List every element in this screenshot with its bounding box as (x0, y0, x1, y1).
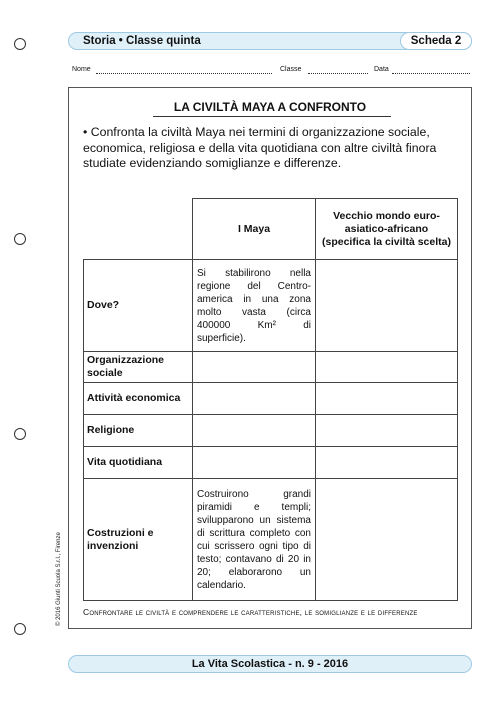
row-label-constructions: Costruzioni e invenzioni (84, 479, 193, 601)
other-cell-where[interactable] (316, 260, 458, 352)
learning-objective: Confrontare le civiltà e comprendere le caratteristiche, le somiglianze e le differenze (83, 607, 418, 617)
comparison-table (83, 198, 458, 601)
other-cell-social[interactable] (316, 352, 458, 383)
binder-hole-4 (14, 623, 26, 635)
row-label-economy: Attività economica (84, 383, 193, 415)
table-row (84, 352, 458, 383)
sheet-label: Scheda 2 (400, 32, 472, 50)
copyright-note: © 2016 Giunti Scuola S.r.l., Firenze (56, 532, 62, 626)
row-label-where: Dove? (84, 260, 193, 352)
column-header-old-world: Vecchio mondo euro-asiatico-africano (specifica la civiltà scelta) (316, 199, 458, 260)
class-field[interactable] (308, 73, 368, 74)
date-label: Data (374, 66, 389, 73)
row-label-religion: Religione (84, 415, 193, 447)
maya-cell-where[interactable]: Si stabilirono nella regione del Centro-america in una zona molto vasta (circa 400000 Km² di superficie). (193, 260, 316, 352)
table-corner (84, 199, 193, 260)
publication-footer: La Vita Scolastica - n. 9 - 2016 (68, 655, 472, 673)
subject-label: Storia • Classe quinta (83, 35, 201, 47)
other-cell-constructions[interactable] (316, 479, 458, 601)
worksheet-frame (68, 87, 472, 629)
table-row (84, 383, 458, 415)
other-cell-economy[interactable] (316, 383, 458, 415)
binder-hole-2 (14, 233, 26, 245)
maya-cell-economy[interactable] (193, 383, 316, 415)
table-row (84, 479, 458, 601)
table-row (84, 260, 458, 352)
row-label-social: Organizzazione sociale (84, 352, 193, 383)
binder-hole-3 (14, 428, 26, 440)
table-row (84, 415, 458, 447)
other-cell-religion[interactable] (316, 415, 458, 447)
other-cell-daily-life[interactable] (316, 447, 458, 479)
instructions-text: • Confronta la civiltà Maya nei termini di organizzazione sociale, economica, religiosa e della vita quotidiana con altre civiltà finora studiate evidenziando somiglianze e differenze. (83, 125, 437, 170)
class-label: Classe (280, 66, 302, 73)
date-field[interactable] (392, 73, 470, 74)
title-underline (153, 116, 391, 117)
maya-cell-daily-life[interactable] (193, 447, 316, 479)
maya-cell-social[interactable] (193, 352, 316, 383)
binder-hole-1 (14, 38, 26, 50)
maya-cell-religion[interactable] (193, 415, 316, 447)
table-row (84, 447, 458, 479)
column-header-maya: I Maya (193, 199, 316, 260)
row-label-daily-life: Vita quotidiana (84, 447, 193, 479)
name-field[interactable] (96, 73, 272, 74)
student-info-row (70, 66, 472, 78)
maya-cell-constructions[interactable]: Costruirono grandi piramidi e templi; svilupparono un sistema di scrittura completo con cui scrissero ogni tipo di testo; contavano di 20 in 20; elaborarono un calendario. (193, 479, 316, 601)
header-bar (68, 32, 472, 50)
worksheet-title: LA CIVILTÀ MAYA A CONFRONTO (173, 100, 367, 114)
name-label: Nome (72, 66, 91, 73)
